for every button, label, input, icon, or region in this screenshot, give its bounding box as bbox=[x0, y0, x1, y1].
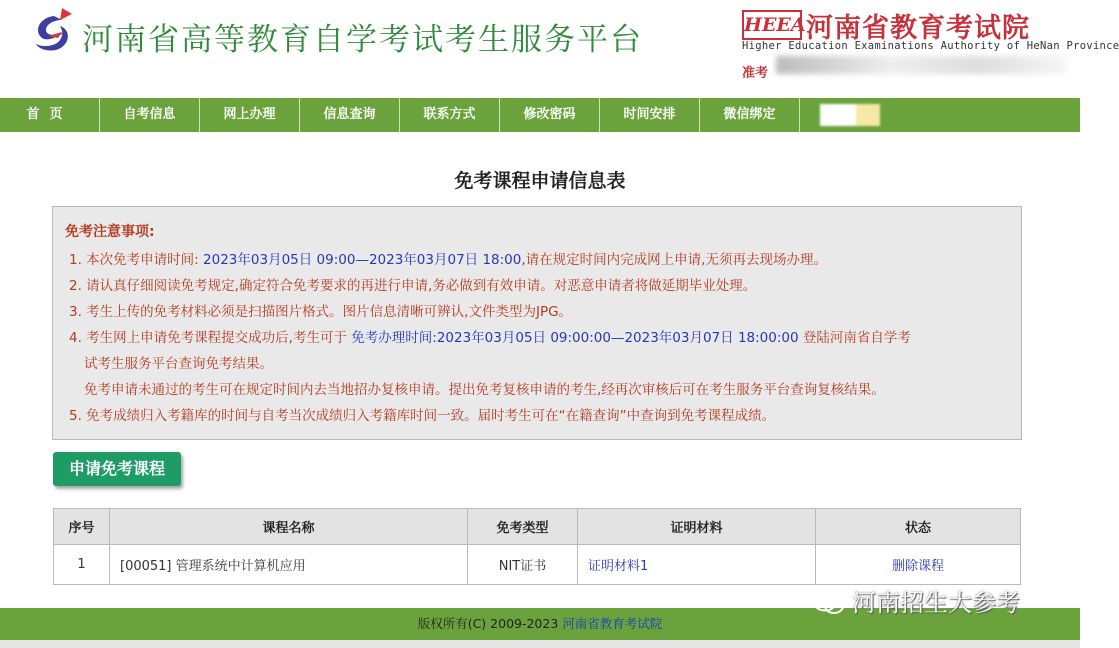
header-exemption-type: 免考类型 bbox=[468, 509, 578, 545]
table-row bbox=[54, 545, 1021, 585]
notice-line-4-suffix: 登陆河南省自学考 bbox=[802, 330, 911, 346]
page-header bbox=[0, 0, 1119, 96]
row-no: 1 bbox=[54, 545, 110, 585]
notice-line-4-review: 免考申请未通过的考生可在规定时间内去当地招办复核申请。提出免考复核申请的考生,经再次审核后可在考生服务平台查询复核结果。 bbox=[84, 382, 885, 398]
notice-line-2: 2. 请认真仔细阅读免考规定,确定符合免考要求的再进行申请,务必做到有效申请。对恶意申请者将做延期毕业处理。 bbox=[69, 278, 757, 294]
nav-item-exam-info[interactable]: 自考信息 bbox=[100, 98, 200, 132]
notice-line-1-suffix: ,请在规定时间内完成网上申请,无须再去现场办理。 bbox=[521, 252, 827, 268]
notice-line-4 bbox=[65, 325, 1009, 351]
header-certificate: 证明材料 bbox=[578, 509, 816, 545]
notice-title: 免考注意事项: bbox=[65, 224, 155, 240]
nav-item-wechat-bind[interactable]: 微信绑定 bbox=[700, 98, 800, 132]
notice-line-4-prefix: 4. 考生网上申请免考课程提交成功后,考生可于 bbox=[69, 330, 347, 346]
watermark bbox=[812, 583, 1020, 618]
authority-block bbox=[742, 4, 1119, 94]
apply-exemption-button[interactable]: 申请免考课程 bbox=[53, 452, 181, 486]
main-nav bbox=[0, 98, 1080, 132]
site-logo-icon bbox=[32, 6, 76, 56]
nav-item-contact[interactable]: 联系方式 bbox=[400, 98, 500, 132]
redacted-area bbox=[776, 56, 1066, 74]
notice-line-5: 5. 免考成绩归入考籍库的时间与自考当次成绩归入考籍库时间一致。届时考生可在“在籍查询”中查询到免考课程成绩。 bbox=[69, 408, 776, 424]
nav-item-home[interactable]: 首页 bbox=[0, 98, 100, 132]
bottom-strip bbox=[0, 640, 1080, 648]
notice-box bbox=[52, 206, 1022, 440]
notice-line-4-continued: 试考生服务平台查询免考结果。 bbox=[84, 356, 273, 372]
wechat-icon bbox=[812, 592, 846, 616]
row-exemption-type: NIT证书 bbox=[468, 545, 578, 585]
notice-line-1 bbox=[65, 247, 1009, 273]
notice-line-1-prefix: 1. 本次免考申请时间: bbox=[69, 252, 199, 268]
watermark-text: 河南招生大参考 bbox=[852, 589, 1020, 617]
notice-process-time: 免考办理时间:2023年03月05日 09:00:00—2023年03月07日 18:00:00 bbox=[351, 330, 799, 346]
header-no: 序号 bbox=[54, 509, 110, 545]
row-course-name: [00051] 管理系统中计算机应用 bbox=[110, 545, 468, 585]
header-course-name: 课程名称 bbox=[110, 509, 468, 545]
notice-apply-time: 2023年03月05日 09:00—2023年03月07日 18:00 bbox=[203, 252, 522, 268]
heea-logo: HEEA bbox=[742, 10, 802, 40]
footer-authority-link[interactable]: 河南省教育考试院 bbox=[562, 616, 663, 631]
ticket-label: 准考 bbox=[742, 66, 769, 81]
exemption-course-table bbox=[53, 508, 1021, 585]
nav-item-change-password[interactable]: 修改密码 bbox=[500, 98, 600, 132]
notice-line-3: 3. 考生上传的免考材料必须是扫描图片格式。图片信息清晰可辨认,文件类型为JPG。 bbox=[69, 304, 573, 320]
site-title: 河南省高等教育自学考试考生服务平台 bbox=[82, 22, 643, 58]
header-status: 状态 bbox=[816, 509, 1021, 545]
nav-item-schedule[interactable]: 时间安排 bbox=[600, 98, 700, 132]
authority-english-name: Higher Education Examinations Authority of HeNan Province bbox=[742, 40, 1119, 52]
delete-course-link[interactable]: 删除课程 bbox=[891, 559, 944, 574]
redacted-nav-area bbox=[820, 104, 880, 126]
footer-copyright: 版权所有(C) 2009-2023 bbox=[417, 616, 559, 631]
nav-item-online-service[interactable]: 网上办理 bbox=[200, 98, 300, 132]
certificate-link[interactable]: 证明材料1 bbox=[588, 559, 649, 574]
nav-item-info-query[interactable]: 信息查询 bbox=[300, 98, 400, 132]
page-title: 免考课程申请信息表 bbox=[454, 170, 626, 192]
authority-name: 河南省教育考试院 bbox=[806, 13, 1030, 44]
table-header-row bbox=[54, 509, 1021, 545]
